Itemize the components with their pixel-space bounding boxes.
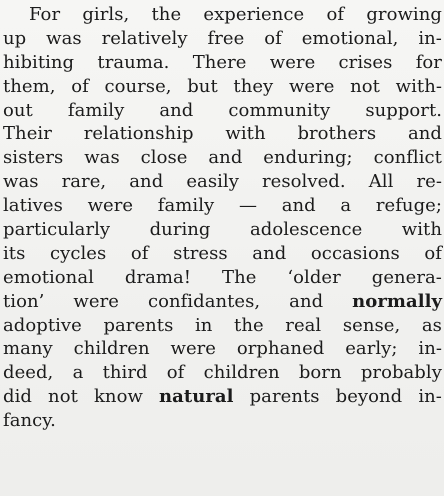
word: The [222,266,257,288]
text-line [3,170,442,194]
word: experience [203,4,305,25]
word: were [269,51,316,73]
word: and [407,123,442,145]
word: drama! [124,266,192,288]
word: sense, [342,314,401,336]
word: occasions [310,242,400,264]
word: were [288,75,335,97]
text-line [3,122,442,146]
word: sisters [3,147,64,169]
word: tion’ [3,290,45,312]
word: third [102,362,148,384]
word: brothers [297,123,377,145]
word: in- [418,27,442,49]
word: Their [3,123,52,145]
word: — [238,195,257,217]
text-line [3,3,442,27]
word: free [207,27,245,49]
word: rare, [61,171,107,193]
word: orphaned [236,338,325,360]
word: enduring; [263,147,353,169]
word: refuge; [375,195,442,217]
text-line [3,290,442,314]
text-line [3,266,442,290]
word: a [340,195,352,217]
text-line [3,51,442,75]
word: adoptive [3,314,82,336]
text-line [3,75,442,99]
word: and [252,242,287,264]
word: particularly [3,219,111,241]
word: cycles [50,242,107,264]
word: for [415,51,442,73]
emphasized-word: normally [352,290,442,312]
word: There [192,51,247,73]
text-line [3,337,442,361]
word: deed, [3,362,54,384]
word: born [298,362,342,384]
word: the [151,4,182,25]
text-line [3,409,442,433]
text-line [3,27,442,51]
text-line [3,218,442,242]
word: of [264,27,282,49]
text-line [3,194,442,218]
word: of [424,242,442,264]
word: emotional, [301,27,399,49]
word: but [187,75,218,97]
word: as [421,314,442,336]
text-line [3,385,442,409]
word: children [203,362,280,384]
word: latives [3,195,63,217]
body-paragraph [3,3,442,433]
word: up [3,27,27,49]
word: was [46,27,82,49]
word: family [67,99,125,121]
word: of [130,242,149,264]
word: real [285,314,322,336]
word: probably [360,362,442,384]
word: adolescence [249,219,363,241]
word: its [3,242,26,264]
word: and [289,290,324,312]
word: girls, [82,4,130,25]
word: was [3,171,39,193]
word: relatively [101,27,188,49]
word: growing [366,4,442,25]
word: out [3,99,33,121]
word: with [401,219,442,241]
word: ‘older [287,266,341,288]
word: many [3,338,53,360]
word: resolved. [262,171,346,193]
text-line [3,242,442,266]
word: emotional [3,266,94,288]
word: close [140,147,188,169]
word: with [225,123,266,145]
word: crises [338,51,393,73]
word: All [368,171,394,193]
text-line [3,146,442,170]
word: was [84,147,120,169]
word: the [234,314,264,336]
word: with- [395,75,442,97]
text-line [3,314,442,338]
word: not [350,75,380,97]
word: were [73,290,119,312]
word: fancy. [3,410,56,432]
word: hibiting [3,51,75,73]
word: and [281,195,316,217]
word: conflict [373,147,442,169]
word: of [326,4,345,25]
text-line [3,361,442,385]
word: course, [104,75,172,97]
word: them, [3,75,56,97]
word: a [72,362,84,384]
word: of [71,75,89,97]
word: and [208,147,243,169]
word: know [93,386,143,408]
word: trauma. [97,51,170,73]
word: stress [173,242,228,264]
word: children [73,338,150,360]
word: For [29,4,61,25]
word: parents [103,314,174,336]
word: genera- [371,266,442,288]
word: they [233,75,274,97]
word: parents [249,386,320,408]
word: support. [365,99,442,121]
word: of [166,362,185,384]
word: did [3,386,32,408]
emphasized-word: natural [159,386,234,408]
word: re- [416,171,442,193]
word: and [159,99,194,121]
word: community [228,99,331,121]
word: beyond [335,386,403,408]
word: family [157,195,215,217]
word: were [87,195,134,217]
word: were [170,338,217,360]
word: in- [418,338,442,360]
word: and [129,171,164,193]
word: not [48,386,78,408]
word: relationship [83,123,194,145]
word: during [149,219,211,241]
word: easily [186,171,239,193]
word: in- [418,386,442,408]
word: early; [345,338,398,360]
word: confidantes, [147,290,261,312]
text-line [3,99,442,123]
word: in [194,314,213,336]
